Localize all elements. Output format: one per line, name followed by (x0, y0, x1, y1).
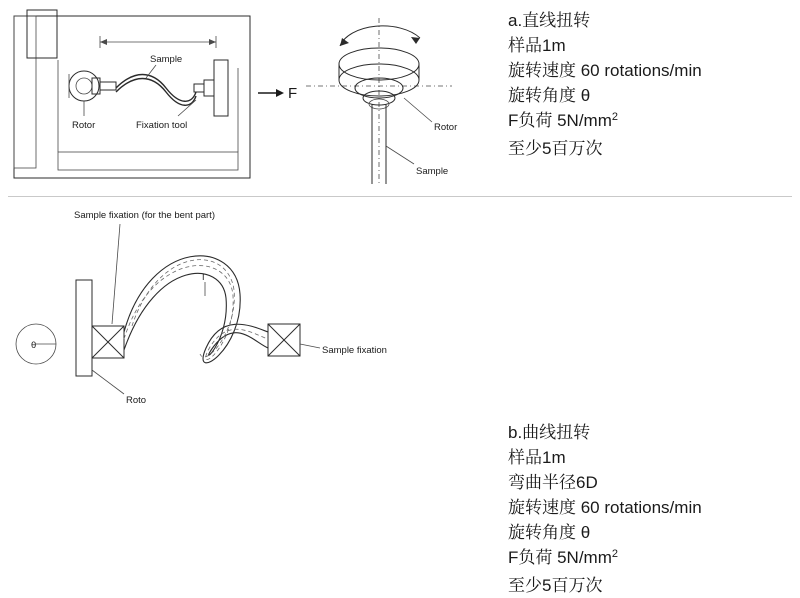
text-block-curved-torsion (508, 420, 702, 598)
text-block-linear-torsion (508, 8, 702, 161)
figure-linear-torsion (0, 0, 500, 196)
label-roto-b: Roto (126, 395, 147, 406)
panel-divider (8, 196, 792, 197)
label-theta-b: θ (31, 340, 37, 351)
spec-b-load-text: F负荷 5N/mm (508, 548, 612, 567)
label-mark-b: I (202, 272, 205, 282)
panel-curved-torsion (0, 198, 800, 595)
spec-b-line-2: 旋转速度 60 rotations/min (508, 498, 702, 517)
label-sample-fixation-bent: Sample fixation (for the bent part) (74, 210, 215, 221)
spec-b-load (508, 545, 702, 573)
spec-a-load-exponent: 2 (611, 111, 619, 123)
label-rotor-a: Rotor (72, 120, 96, 131)
label-fixation-tool: Fixation tool (136, 120, 188, 131)
label-force-a: F (288, 85, 298, 102)
title-curved-torsion: b.曲线扭转 (508, 423, 591, 442)
spec-a-line-3: 至少5百万次 (508, 139, 603, 158)
label-sample-a: Sample (150, 54, 183, 65)
spec-a-load (508, 108, 702, 136)
spec-b-line-4: 至少5百万次 (508, 576, 603, 595)
label-rotor-a2: Rotor (434, 122, 458, 133)
spec-b-line-1: 弯曲半径6D (508, 473, 598, 492)
spec-b-load-exponent: 2 (611, 548, 619, 560)
spec-a-line-1: 旋转速度 60 rotations/min (508, 61, 702, 80)
title-linear-torsion: a.直线扭转 (508, 11, 591, 30)
spec-a-load-text: F负荷 5N/mm (508, 111, 612, 130)
figure-curved-torsion (0, 198, 500, 421)
spec-a-line-2: 旋转角度 θ (508, 86, 591, 105)
label-sample-fixation: Sample fixation (322, 345, 387, 356)
spec-b-line-3: 旋转角度 θ (508, 523, 591, 542)
spec-a-line-0: 样品1m (508, 36, 566, 55)
label-sample-a2: Sample (416, 166, 449, 177)
panel-linear-torsion (0, 0, 800, 196)
spec-b-line-0: 样品1m (508, 448, 566, 467)
